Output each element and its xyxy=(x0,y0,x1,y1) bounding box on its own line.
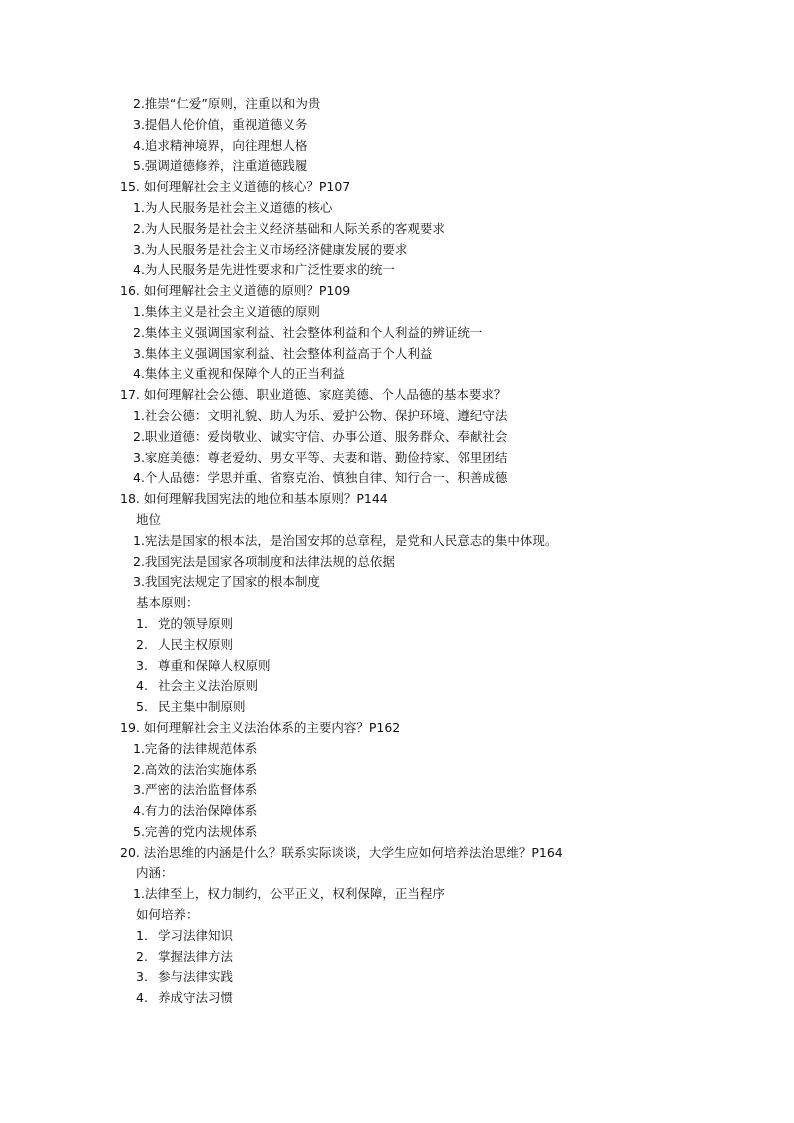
numbered-item xyxy=(0,697,794,718)
list-item: 1.完备的法律规范体系 xyxy=(133,740,258,756)
list-item: 4.集体主义重视和保障个人的正当利益 xyxy=(133,366,345,382)
list-item: 5.强调道德修养，注重道德践履 xyxy=(133,158,308,174)
sub-heading: 基本原则： xyxy=(136,595,199,611)
question-heading: 17. 如何理解社会公德、职业道德、家庭美德、个人品德的基本要求？ xyxy=(120,387,507,403)
numbered-item xyxy=(0,988,794,1009)
numbered-item xyxy=(0,676,794,697)
list-item: 4.为人民服务是先进性要求和广泛性要求的统一 xyxy=(133,262,395,278)
item-text: 尊重和保障人权原则 xyxy=(158,657,271,673)
sub-heading: 内涵： xyxy=(136,865,174,881)
list-item: 2.我国宪法是国家各项制度和法律法规的总依据 xyxy=(133,553,395,569)
item-number: 1. xyxy=(136,927,148,943)
item-number: 3. xyxy=(136,969,148,985)
list-item: 1.法律至上，权力制约，公平正义，权利保障，正当程序 xyxy=(133,886,445,902)
list-item: 2.集体主义强调国家利益、社会整体利益和个人利益的辨证统一 xyxy=(133,324,483,340)
item-number: 4. xyxy=(136,990,148,1006)
sub-heading: 如何培养： xyxy=(136,907,199,923)
list-item: 2.推崇“仁爱”原则，注重以和为贵 xyxy=(133,96,321,111)
question-heading: 18. 如何理解我国宪法的地位和基本原则？P144 xyxy=(120,491,388,507)
item-number: 5. xyxy=(136,699,148,715)
list-item: 4.个人品德：学思并重、省察克治、慎独自律、知行合一、积善成德 xyxy=(133,470,508,486)
list-item: 5.完善的党内法规体系 xyxy=(133,823,258,839)
item-text: 掌握法律方法 xyxy=(158,948,234,964)
item-text: 民主集中制原则 xyxy=(158,699,246,715)
item-text: 党的领导原则 xyxy=(158,615,234,631)
sub-heading: 地位 xyxy=(136,511,162,527)
item-number: 1. xyxy=(136,615,148,631)
numbered-item xyxy=(0,614,794,635)
numbered-item xyxy=(0,635,794,656)
item-text: 参与法律实践 xyxy=(158,969,234,985)
list-item: 2.为人民服务是社会主义经济基础和人际关系的客观要求 xyxy=(133,220,445,236)
list-item: 3.我国宪法规定了国家的根本制度 xyxy=(133,574,320,590)
list-item: 3.集体主义强调国家利益、社会整体利益高于个人利益 xyxy=(133,345,433,361)
question-heading: 20. 法治思维的内涵是什么？联系实际谈谈，大学生应如何培养法治思维？P164 xyxy=(120,844,563,860)
item-number: 2. xyxy=(136,636,148,652)
item-number: 3. xyxy=(136,657,148,673)
item-text: 学习法律知识 xyxy=(158,927,234,943)
list-item: 3.严密的法治监督体系 xyxy=(133,782,258,798)
question-heading: 19. 如何理解社会主义法治体系的主要内容？P162 xyxy=(120,719,401,735)
list-item: 1.社会公德：文明礼貌、助人为乐、爱护公物、保护环境、遵纪守法 xyxy=(133,407,508,423)
item-number: 2. xyxy=(136,948,148,964)
item-text: 人民主权原则 xyxy=(158,636,234,652)
item-text: 养成守法习惯 xyxy=(158,990,234,1006)
numbered-item xyxy=(0,967,794,988)
document-page xyxy=(0,94,794,1009)
numbered-item xyxy=(0,656,794,677)
list-item: 3.为人民服务是社会主义市场经济健康发展的要求 xyxy=(133,241,408,257)
list-item: 2.高效的法治实施体系 xyxy=(133,761,258,777)
list-item: 1.为人民服务是社会主义道德的核心 xyxy=(133,199,333,215)
list-item: 4.有力的法治保障体系 xyxy=(133,803,258,819)
list-item: 1.宪法是国家的根本法，是治国安邦的总章程，是党和人民意志的集中体现。 xyxy=(133,532,558,548)
numbered-item xyxy=(0,926,794,947)
list-item: 3.提倡人伦价值，重视道德义务 xyxy=(133,116,308,132)
list-item: 3.家庭美德：尊老爱幼、男女平等、夫妻和谐、勤俭持家、邻里团结 xyxy=(133,449,508,465)
item-number: 4. xyxy=(136,678,148,694)
question-heading: 15. 如何理解社会主义道德的核心？P107 xyxy=(120,179,351,195)
numbered-item xyxy=(0,947,794,968)
question-heading: 16. 如何理解社会主义道德的原则？P109 xyxy=(120,283,351,299)
list-item: 2.职业道德：爱岗敬业、诚实守信、办事公道、服务群众、奉献社会 xyxy=(133,428,508,444)
list-item: 4.追求精神境界，向往理想人格 xyxy=(133,137,308,153)
list-item: 1.集体主义是社会主义道德的原则 xyxy=(133,303,320,319)
item-text: 社会主义法治原则 xyxy=(158,678,259,694)
